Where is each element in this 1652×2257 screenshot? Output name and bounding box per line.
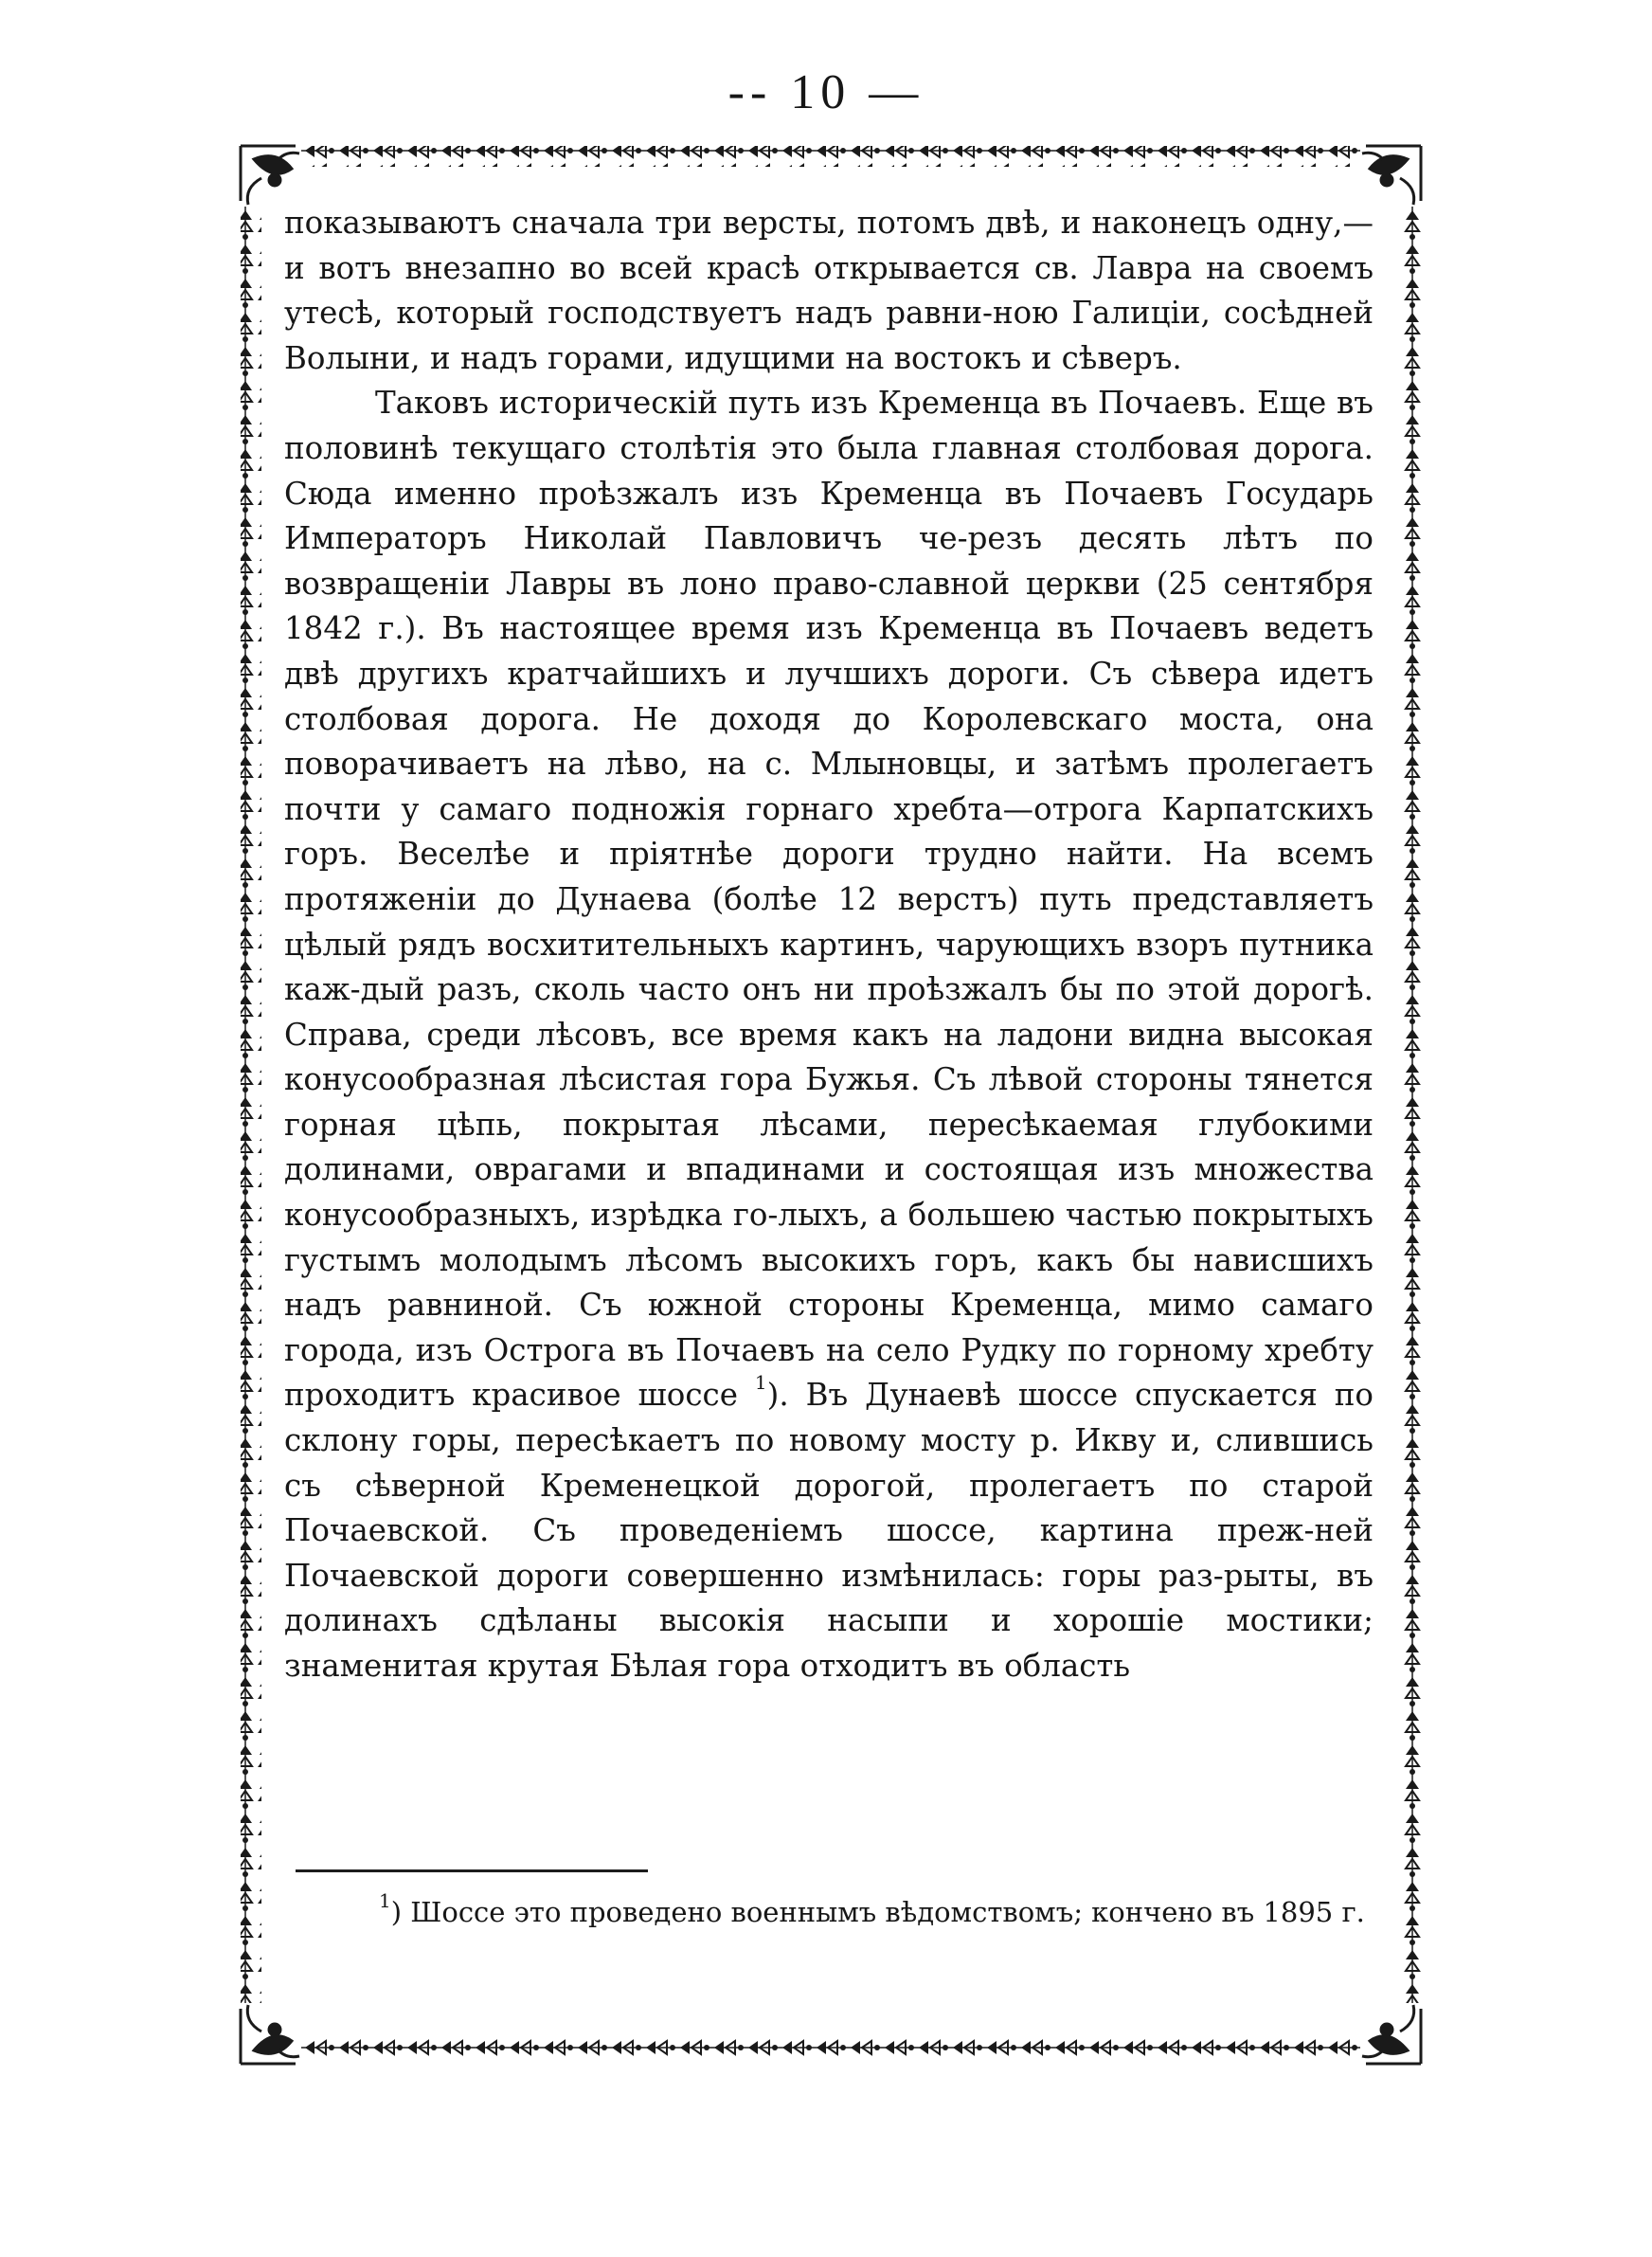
border-top-band xyxy=(301,146,1360,167)
border-right-band xyxy=(1400,207,1421,2003)
border-bottom-band xyxy=(301,2039,1360,2060)
footnote-reference: 1 xyxy=(754,1371,767,1395)
footnote-marker: 1 xyxy=(379,1889,391,1912)
page-number: -- 10 — xyxy=(727,65,925,119)
body-text xyxy=(284,201,1374,1689)
footnote-rule xyxy=(296,1869,648,1872)
paragraph-2-text-after-note: ). Въ Дунаевѣ шоссе спускается по склону горы, пересѣкаетъ по новому мосту р. Икву и, слившись съ сѣверной Кременецкой дорогой, пролегаетъ по старой Почаевской. Съ проведеніемъ шоссе, картина преж-ней Почаевской дороги совершенно измѣнилась: горы раз-рыты, въ долинахъ сдѣланы высокія насыпи и хорошіе мостики; знаменитая крутая Бѣлая гора отходитъ въ область xyxy=(284,1377,1374,1684)
corner-ornament-top-left xyxy=(241,146,299,205)
paragraph-2 xyxy=(284,381,1374,1688)
corner-ornament-top-right xyxy=(1362,146,1421,205)
footnote-text: ) Шоссе это проведено военнымъ вѣдомствомъ; кончено въ 1895 г. xyxy=(390,1896,1365,1928)
paragraph-2-text-before-note: Таковъ историческій путь изъ Кременца въ Почаевъ. Еще въ половинѣ текущаго столѣтія это была главная столбовая дорога. Сюда именно проѣзжалъ изъ Кременца въ Почаевъ Государь Императоръ Николай Павловичъ че-резъ десять лѣтъ по возвращеніи Лавры въ лоно право-славной церкви (25 сентября 1842 г.). Въ настоящее время изъ Кременца въ Почаевъ ведетъ двѣ другихъ кратчайшихъ и лучшихъ дороги. Съ сѣвера идетъ столбовая дорога. Не доходя до Королевскаго моста, она поворачиваетъ на лѣво, на с. Млыновцы, и затѣмъ пролегаетъ почти у самаго подножія горнаго хребта—отрога Карпатскихъ горъ. Веселѣе и пріятнѣе дороги трудно найти. На всемъ протяженіи до Дунаева (болѣе 12 верстъ) путь представляетъ цѣлый рядъ восхитительныхъ картинъ, чарующихъ взоръ путника каж-дый разъ, сколь часто онъ ни проѣзжалъ бы по этой дорогѣ. Справа, среди лѣсовъ, все время какъ на ладони видна высокая конусообразная лѣсистая гора Бужья. Съ лѣвой стороны тянется горная цѣпь, покрытая лѣсами, пересѣкаемая глубокими долинами, оврагами и впадинами и состоящая изъ множества конусообразныхъ, изрѣдка го-лыхъ, а большею частью покрытыхъ густымъ молодымъ лѣсомъ высокихъ горъ, какъ бы нависшихъ надъ равниной. Съ южной стороны Кременца, мимо самаго города, изъ Острога въ Почаевъ на село Рудку по горному хребту проходитъ красивое шоссе xyxy=(284,385,1374,1414)
border-left-band xyxy=(241,207,261,2003)
footnote xyxy=(284,1891,1374,1933)
corner-ornament-bottom-left xyxy=(241,2005,299,2064)
corner-ornament-bottom-right xyxy=(1362,2005,1421,2064)
paragraph-1: показываютъ сначала три версты, потомъ двѣ, и наконецъ одну,—и вотъ внезапно во всей красѣ открывается св. Лавра на своемъ утесѣ, который господствуетъ надъ равни-ною Галиціи, сосѣдней Волыни, и надъ горами, идущими на востокъ и сѣверъ. xyxy=(284,205,1374,376)
